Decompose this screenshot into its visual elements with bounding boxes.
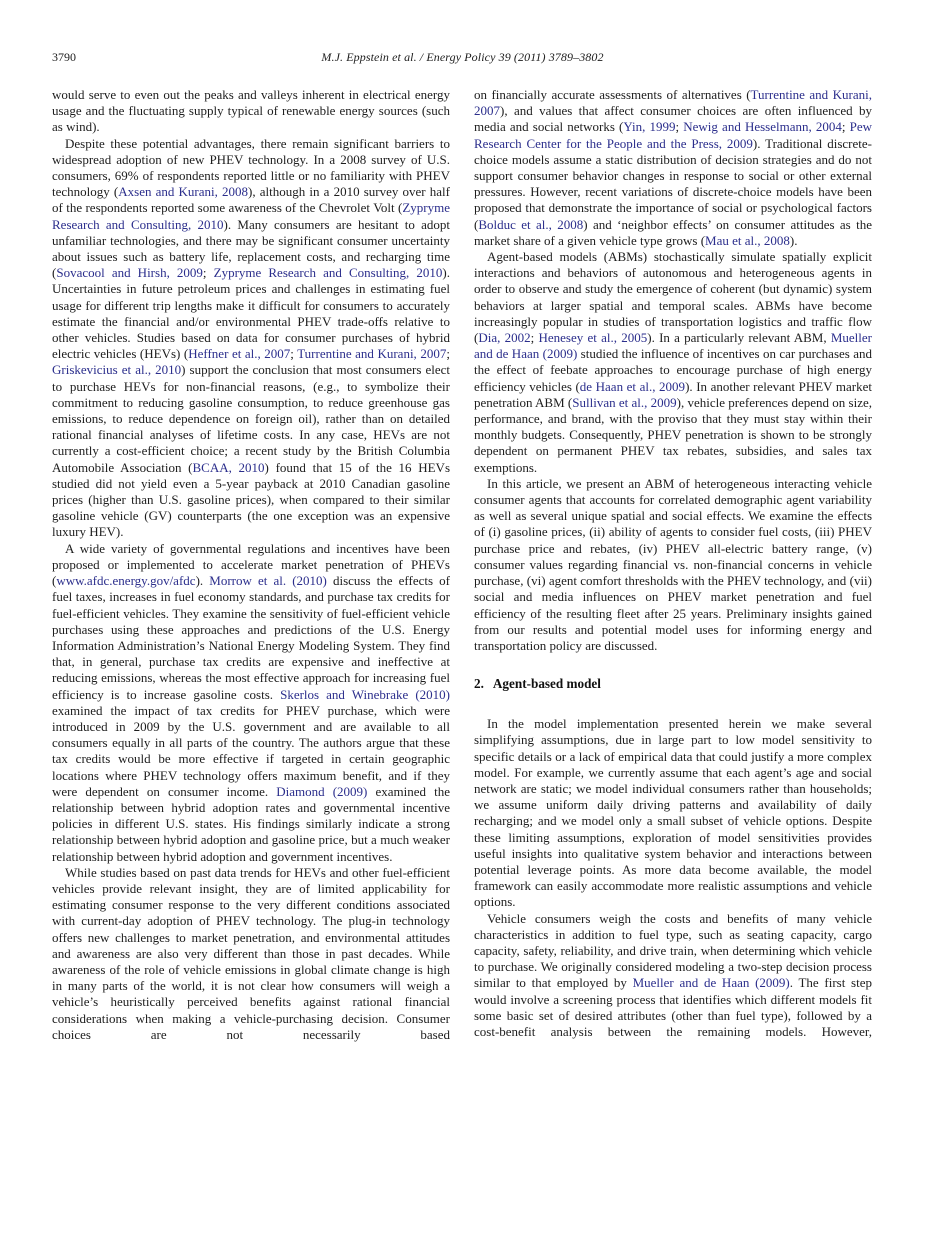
text-run: ). Many consumers are hesitant to adopt unfamiliar technologies, and there may be significant consumer uncertainty about issues such as battery life, replacement costs, and recharging time (: [52, 216, 450, 281]
paragraph: [474, 476, 872, 654]
paragraph: [52, 541, 450, 865]
citation-link[interactable]: Zypryme Research and Consulting, 2010: [213, 265, 443, 281]
running-head: M.J. Eppstein et al. / Energy Policy 39 (2011) 3789–3802: [321, 50, 604, 64]
citation-link[interactable]: Yin, 1999: [623, 119, 676, 135]
text-run: In this article, we present an ABM of heterogeneous interacting vehicle consumer agents that accounts for correlated demographic agent variability as well as several unique spatial and social effects. We examine the effects of (i) gasoline prices, (ii) ability of agents to consider fuel costs, (iii) PHEV purchase price and rebates, (iv) PHEV all-electric battery range, (v) consumer values regarding financial vs. non-financial concerns in vehicle purchase, (vi) agent comfort thresholds with the PHEV technology, and (vii) social and media influences on PHEV market penetration and fuel efficiency of the resulting fleet after 25 years. Preliminary insights gained from our results and potential model uses for informing energy and transportation policy are discussed.: [474, 475, 872, 653]
paragraph: [52, 136, 450, 541]
text-run: ;: [446, 346, 450, 362]
citation-link[interactable]: Morrow et al. (2010): [209, 573, 327, 589]
citation-link[interactable]: Griskevicius et al., 2010: [52, 362, 182, 378]
section-title: Agent-based model: [492, 676, 601, 692]
text-run: ). Traditional discrete-choice models assume a static distribution of decision strategies and do not support consumer behavior changes in response to social or other external pressures. However, recent variations of discrete-choice models have been proposed that demonstrate the importance of social or psychological factors (: [474, 135, 872, 232]
two-column-body: [52, 87, 873, 1043]
paragraph: [474, 249, 872, 476]
citation-link[interactable]: Mau et al., 2008: [705, 232, 790, 248]
text-run: ;: [530, 330, 539, 346]
text-run: examined the impact of tax credits for PHEV purchase, which were introduced in 2009 by the U.S. government and are available to all consumers equally in all parts of the country. The authors argue that these tax credits would be more effective if targeted in certain geographic locations where PHEV technology offers maximum benefit, and if they were dependent on consumer income.: [52, 702, 450, 799]
text-run: ), although in a 2010 survey over half of the respondents reported some awareness of the Chevrolet Volt (: [52, 184, 450, 216]
text-run: ), and values that affect consumer choices are often influenced by media and social networks (: [474, 103, 872, 135]
text-run: In the model implementation presented herein we make several simplifying assumptions, due in large part to low model sensitivity to specific details or a lack of empirical data that could justify a more complex model. For example, we currently assume that each agent’s age and social network are static; we model individual consumers rather than households; we assume uniform daily driving patterns and availability of daily recharging; and we model only a small subset of vehicle options. Despite these limiting assumptions, exploration of model sensitivities provides useful insights into qualitative system behavior and interactions between potential leverage points. As more data become available, the model framework can easily accommodate more realistic assumptions and vehicle options.: [474, 716, 872, 910]
citation-link[interactable]: www.afdc.energy.gov/afdc: [56, 573, 196, 589]
text-run: discuss the effects of fuel taxes, increases in fuel economy standards, and purchase tax credits for fuel-efficient vehicles. They examine the sensitivity of fuel-efficient vehicle purchases using these approaches and predictions of the U.S. Energy Information Administration’s National Energy Modeling System. They find that, in general, purchase tax credits are expensive and ineffective at reducing emissions, whereas the most effective approach for increasing fuel efficiency is to increase gasoline costs.: [52, 573, 450, 702]
section-heading: [474, 676, 872, 692]
citation-link[interactable]: Newig and Hesselmann, 2004: [683, 119, 842, 135]
citation-link[interactable]: Henesey et al., 2005: [538, 330, 648, 346]
text-run: A wide variety of governmental regulations and incentives have been proposed or implemented to accelerate market penetration of PHEVs (: [52, 540, 450, 589]
text-run: Agent-based models (ABMs) stochastically simulate spatially explicit interactions and behaviors of autonomous and heterogeneous agents in order to observe and study the emergence of coherent (but dynamic) system behaviors at larger spatial and temporal scales. ABMs have become increasingly popular in studies of transportation logistics and traffic flow (: [474, 249, 872, 346]
left-column: [52, 87, 450, 1043]
text-run: ).: [789, 232, 798, 248]
text-run: examined the relationship between hybrid adoption rates and governmental incentive policies in different U.S. states. His findings similarly indicate a strong relationship between hybrid adoption and gasoline price, but a much weaker relationship between hybrid adoption and government incentives.: [52, 783, 450, 864]
paragraph: [52, 865, 450, 1043]
page-number: 3790: [52, 50, 76, 64]
paragraph: [52, 87, 450, 136]
text-run: on financially accurate assessments of alternatives (: [474, 87, 751, 102]
citation-link[interactable]: Axsen and Kurani, 2008: [118, 184, 249, 200]
page-header: [52, 50, 873, 66]
text-run: ) found that 15 of the 16 HEVs studied did not yield even a 5-year payback at 2010 Canadian gasoline prices (higher than U.S. gasoline prices), when compared to their similar gasoline vehicle (GV) counterparts (the one exception was an expensive luxury HEV).: [52, 459, 450, 540]
paragraph: [474, 716, 872, 910]
citation-link[interactable]: Turrentine and Kurani, 2007: [474, 87, 872, 119]
text-run: Vehicle consumers weigh the costs and benefits of many vehicle characteristics in addition to fuel type, such as seating capacity, cargo capacity, safety, reliability, and drive train, when determining which vehicle to purchase. We originally considered modeling a two-step decision process similar to that employed by: [474, 910, 872, 991]
paragraph: [474, 911, 872, 1041]
citation-link[interactable]: Mueller and de Haan (2009): [632, 975, 790, 991]
citation-link[interactable]: Sullivan et al., 2009: [572, 394, 677, 410]
text-run: ;: [202, 265, 214, 281]
text-run: ).: [195, 573, 210, 589]
text-run: would serve to even out the peaks and valleys inherent in electrical energy usage and the fluctuating supply typical of renewable energy sources (such as wind).: [52, 87, 450, 135]
text-run: ). In another relevant PHEV market penetration ABM (: [474, 378, 872, 410]
text-run: ;: [290, 346, 298, 362]
citation-link[interactable]: Sovacool and Hirsh, 2009: [56, 265, 203, 281]
citation-link[interactable]: Mueller and de Haan (2009): [474, 330, 872, 362]
citation-link[interactable]: Diamond (2009): [276, 783, 368, 799]
text-run: ) and ‘neighbor effects’ on consumer attitudes as the market share of a given vehicle type grows (: [474, 216, 872, 248]
text-run: . The first step would involve a screening process that identifies which different models fit some basic set of desired attributes (other than fuel type), followed by a cost-benefit analysis between the remaining models. However,: [474, 975, 872, 1039]
text-run: While studies based on past data trends for HEVs and other fuel-efficient vehicles provide relevant insight, they are of limited applicability for estimating consumer response to the very different conditions associated with current-day adoption of PHEV technology. The plug-in technology offers new challenges to market penetration, and environmental attitudes and awareness are also very different than those in past decades. While awareness of the role of vehicle emissions in global climate change is high in many parts of the world, it is not clear how consumers will weigh a vehicle’s heuristically perceived benefits against rational financial considerations when making a vehicle-purchasing decision. Consumer choices are not necessarily based: [52, 864, 450, 1042]
citation-link[interactable]: Pew Research Center for the People and the Press, 2009: [474, 119, 872, 151]
text-run: Despite these potential advantages, there remain significant barriers to widespread adoption of new PHEV technology. In a 2008 survey of U.S. consumers, 69% of respondents reported little or no familiarity with PHEV technology (: [52, 135, 450, 200]
citation-link[interactable]: Bolduc et al., 2008: [478, 216, 584, 232]
citation-link[interactable]: de Haan et al., 2009: [579, 378, 686, 394]
text-run: ). In a particularly relevant ABM,: [647, 330, 831, 346]
citation-link[interactable]: Zypryme Research and Consulting, 2010: [52, 200, 450, 232]
text-run: ;: [675, 119, 684, 135]
citation-link[interactable]: Dia, 2002: [478, 330, 531, 346]
citation-link[interactable]: Heffner et al., 2007: [188, 346, 291, 362]
text-run: ), vehicle preferences depend on size, performance, and brand, with the proviso that they must stay within their monthly budgets. Consequently, PHEV penetration is shown to be strongly dependent on permanent PHEV tax rebates, subsidies, and sales tax exemptions.: [474, 394, 872, 475]
text-run: ). Uncertainties in future petroleum prices and challenges in estimating fuel usage for different trip lengths make it difficult for consumers to accurately estimate the financial and/or environmental PHEV trade-offs relative to other vehicles. Studies based on data for consumer purchases of hybrid electric vehicles (HEVs) (: [52, 265, 450, 362]
text-run: studied the influence of incentives on car purchases and the effect of feebate approaches to encourage purchase of high energy efficiency vehicles (: [474, 346, 872, 394]
citation-link[interactable]: Turrentine and Kurani, 2007: [297, 346, 447, 362]
text-run: ;: [841, 119, 850, 135]
paragraph: [474, 87, 872, 249]
citation-link[interactable]: BCAA, 2010: [192, 459, 265, 475]
right-column: [474, 87, 872, 1043]
text-run: ) support the conclusion that most consumers elect to purchase HEVs for non-financial reasons, (e.g., to symbolize their commitment to reducing gasoline consumption, to reduce greenhouse gas emissions, to reduce dependence on foreign oil), rather than on detailed rational financial analyses of lifetime costs. In any case, HEVs are not currently a cost-efficient choice; a recent study by the British Columbia Automobile Association (: [52, 362, 450, 475]
section-number: 2.: [474, 676, 484, 692]
citation-link[interactable]: Skerlos and Winebrake (2010): [280, 686, 450, 702]
